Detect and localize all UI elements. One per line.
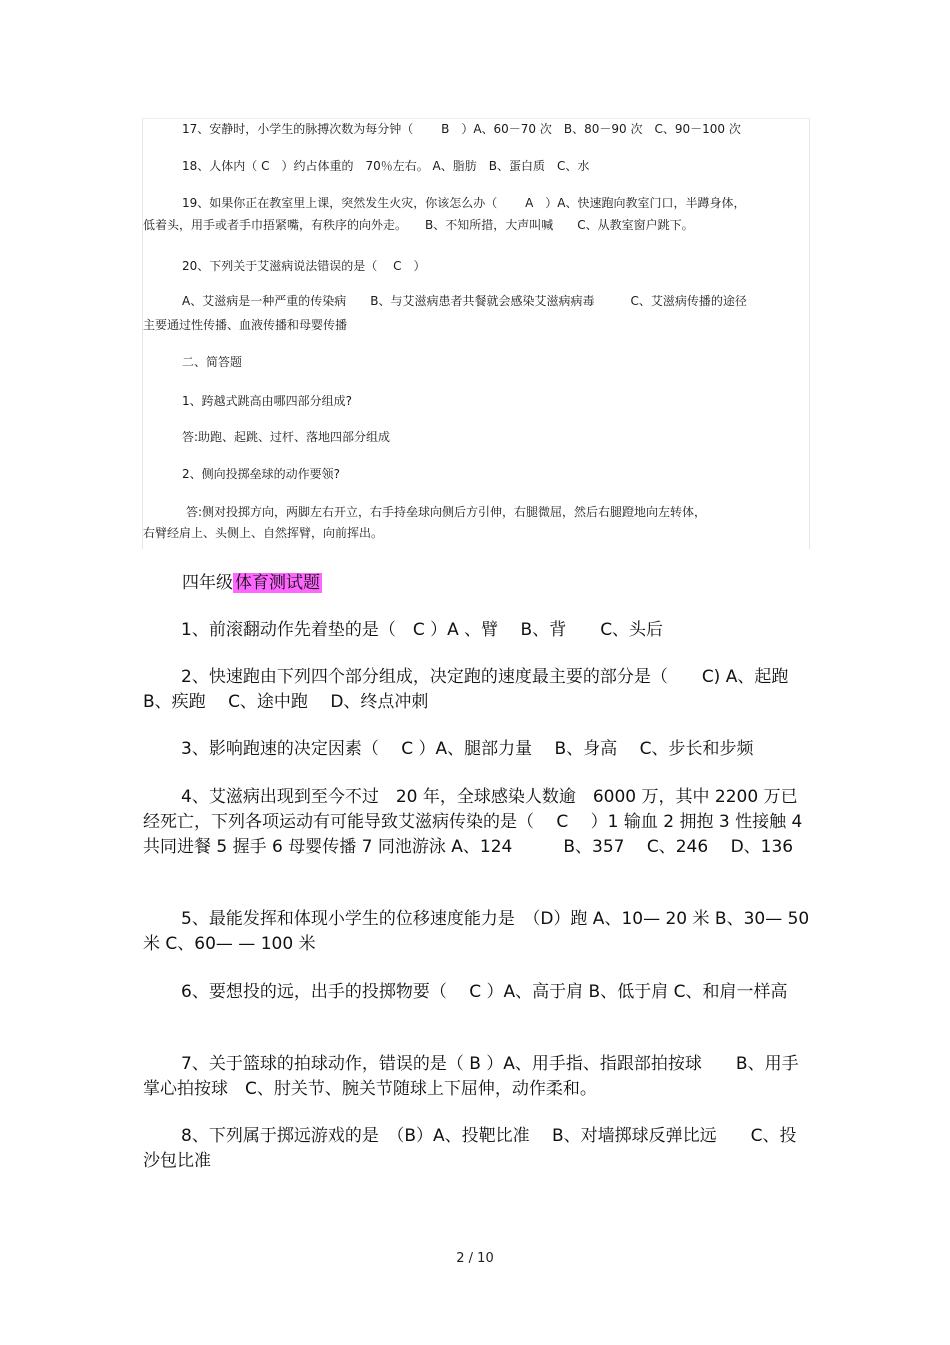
question-5-text: 5、最能发挥和体现小学生的位移速度能力是 （D）跑 A、10— 20 米 B、30— 50 米 C、60— — 100 米 — [143, 909, 810, 954]
short-answer-2-answer-line2: 右臂经肩上、头侧上、自然挥臂，向前挥出。 — [143, 526, 384, 540]
question-2-text: 2、快速跑由下列四个部分组成，决定跑的速度最主要的部分是（ C) A、起跑 B、疾跑 C、途中跑 D、终点冲刺 — [143, 667, 806, 712]
question-20-options-line2: 主要通过性传播、血液传播和母婴传播 — [143, 318, 348, 332]
question-18: 18、人体内（ C ）约占体重的 70％左右。 A、脂肪 B、蛋白质 C、水 — [182, 159, 590, 173]
question-1 — [143, 618, 811, 643]
question-2 — [143, 665, 811, 715]
section-heading-grade: 四年级 — [182, 573, 233, 593]
short-answer-1-answer: 答:助跑、起跳、过杆、落地四部分组成 — [182, 430, 391, 444]
page-number: 2 / 10 — [456, 1251, 494, 1266]
short-answer-2-question: 2、侧向投掷垒球的动作要领? — [182, 467, 341, 481]
question-19-line2: 低着头，用手或者手巾捂紧嘴，有秩序的向外走。 B、不知所措，大声叫喊 C、从教室窗户跳下。 — [143, 218, 694, 232]
short-answer-title: 二、简答题 — [182, 355, 243, 369]
question-5 — [143, 907, 811, 957]
question-4-text: 4、艾滋病出现到至今不过 20 年，全球感染人数逾 6000 万，其中 2200 万已经死亡，下列各项运动有可能导致艾滋病传染的是（ C ）1 输血 2 拥抱 3 性接触 4 共同进餐 5 握手 6 母婴传播 7 同池游泳 A、124 B、357 C、246 D、136 — [143, 787, 803, 857]
question-6-text: 6、要想投的远，出手的投掷物要（ C ）A、高于肩 B、低于肩 C、和肩一样高 — [181, 982, 788, 1002]
question-8-text: 8、下列属于掷远游戏的是 （B）A、投靶比准 B、对墙掷球反弹比远 C、投沙包比准 — [143, 1126, 797, 1171]
question-17: 17、安静时，小学生的脉搏次数为每分钟（ B ）A、60－70 次 B、80－90 次 C、90－100 次 — [182, 122, 741, 136]
question-20-options-line1: A、艾滋病是一种严重的传染病 B、与艾滋病患者共餐就会感染艾滋病病毒 C、艾滋病传播的途径 — [182, 294, 747, 308]
question-20: 20、下列关于艾滋病说法错误的是（ C ） — [182, 259, 426, 273]
question-7 — [143, 1052, 811, 1102]
question-7-text: 7、关于篮球的拍球动作，错误的是（ B ）A、用手指、指跟部拍按球 B、用手掌心拍按球 C、肘关节、腕关节随球上下屈伸，动作柔和。 — [143, 1054, 799, 1099]
question-3 — [143, 737, 811, 762]
question-19-line1: 19、如果你正在教室里上课，突然发生火灾，你该怎么办（ A ）A、快速跑向教室门口，半蹲身体， — [182, 196, 746, 210]
question-6 — [143, 980, 811, 1005]
section-heading — [182, 570, 322, 596]
question-3-text: 3、影响跑速的决定因素（ C ）A、腿部力量 B、身高 C、步长和步频 — [181, 739, 754, 759]
short-answer-1-question: 1、跨越式跳高由哪四部分组成? — [182, 394, 353, 408]
section-heading-highlight: 体育测试题 — [235, 573, 320, 593]
question-4 — [143, 785, 811, 860]
short-answer-2-answer-line1: 答:侧对投掷方向，两脚左右开立，右手持垒球向侧后方引伸，右腿微屈，然后右腿蹬地向左转体， — [186, 505, 707, 519]
question-8 — [143, 1124, 811, 1174]
question-1-text: 1、前滚翻动作先着垫的是（ C ）A 、臂 B、背 C、头后 — [181, 620, 664, 640]
